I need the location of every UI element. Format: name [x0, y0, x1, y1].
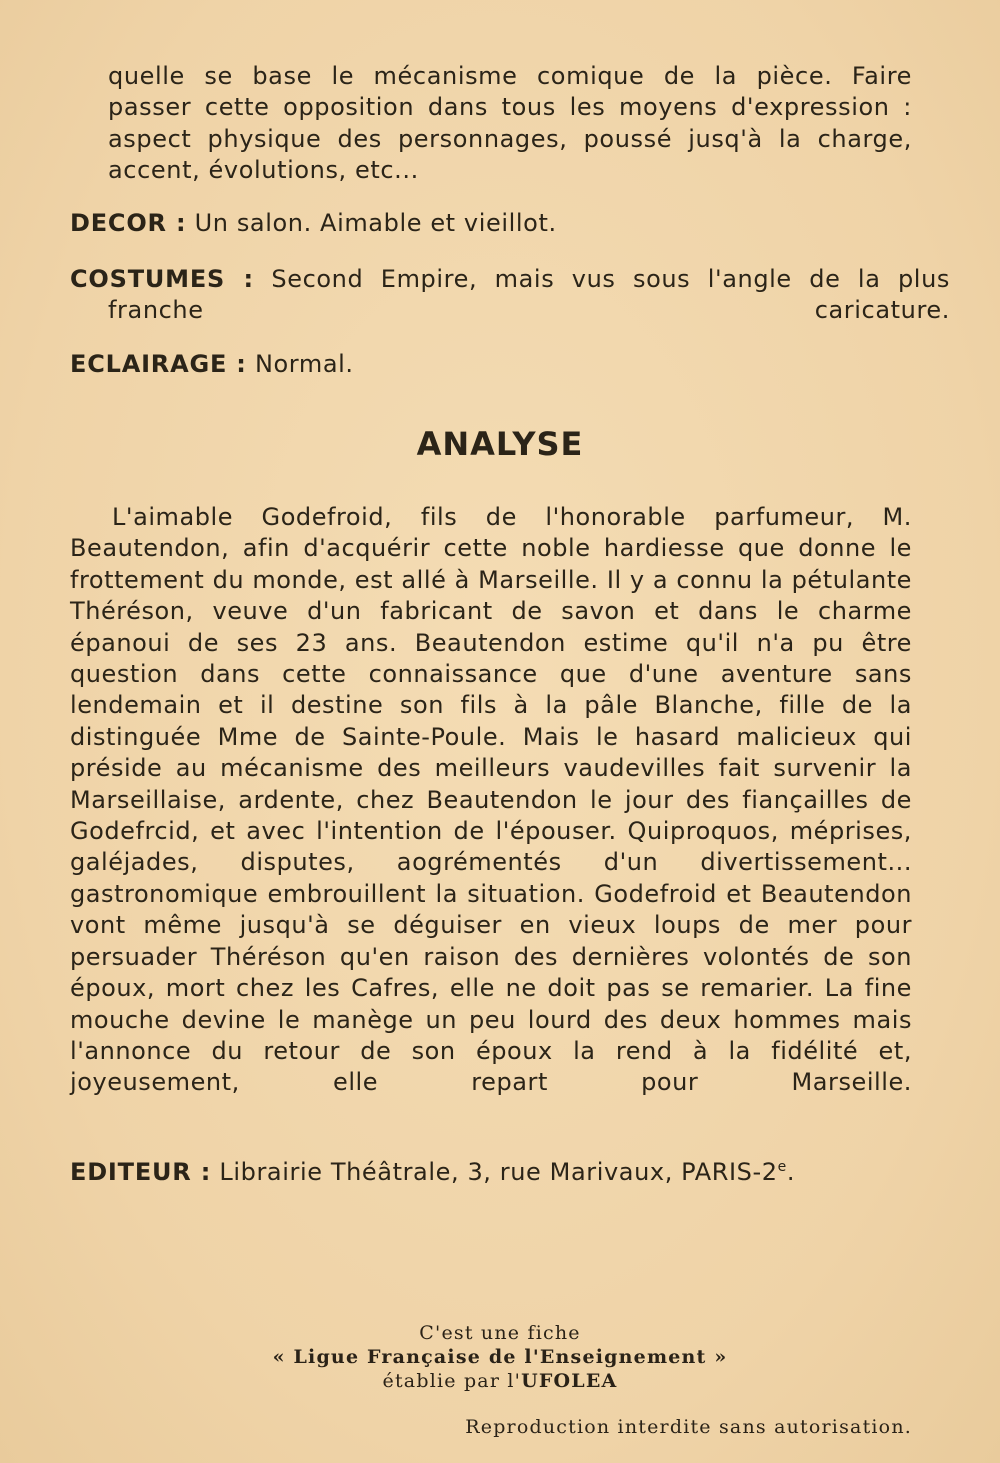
intro-paragraph — [108, 61, 912, 186]
intro-line: passer cette opposition dans tous les moyens d'expression : — [108, 93, 912, 122]
costumes-section — [70, 264, 950, 327]
editeur-end: . — [786, 1158, 796, 1186]
reproduction-notice: Reproduction interdite sans autorisation. — [465, 1416, 912, 1438]
eclairage-label: ECLAIRAGE : — [70, 350, 247, 378]
decor-label: DECOR : — [70, 209, 187, 237]
costumes-text: Second Empire, mais vus sous l'angle de la plus franche caricature. — [108, 265, 950, 325]
costumes-label: COSTUMES : — [70, 265, 254, 293]
footer-block — [0, 1321, 1000, 1393]
editeur-superscript: e — [777, 1159, 787, 1175]
eclairage-section — [70, 349, 912, 380]
editeur-section — [70, 1152, 912, 1188]
footer-line-3 — [0, 1369, 1000, 1393]
footer-line-3-text: établie par l' — [382, 1370, 522, 1392]
decor-section — [70, 208, 912, 239]
analyse-text: L'aimable Godefroid, fils de l'honorable parfumeur, M. Beautendon, afin d'acquérir cette noble hardiesse que donne le frottement du monde, est allé à Marseille. Il y a connu la pétulante Théréson, veuve d'un fabricant de savon et dans le charme épanoui de ses 23 ans. Beautendon estime qu'il n'a pu être question dans cette connaissance que d'une aventure sans lendemain et il destine son fils à la pâle Blanche, fille de la distinguée Mme de Sainte-Poule. Mais le hasard malicieux qui préside au mécanisme des meilleurs vaudevilles fait survenir la Marseillaise, ardente, chez Beautendon le jour des fiançailles de Godefrcid, et avec l'intention de l'épouser. Quiproquos, méprises, galéjades, disputes, aogrémentés d'un divertissement... gastronomique embrouillent la situation. Godefroid et Beautendon vont même jusqu'à se déguiser en vieux loups de mer pour persuader Théréson qu'en raison des dernières volontés de son époux, mort chez les Cafres, elle ne doit pas se remarier. La fine mouche devine le manège un peu lourd des deux hommes mais l'annonce du retour de son époux la rend à la fidélité et, joyeusement, elle repart pour Marseille. — [70, 503, 912, 1097]
analyse-heading: ANALYSE — [416, 425, 584, 463]
editeur-text: Librairie Théâtrale, 3, rue Marivaux, PARIS-2 — [219, 1158, 778, 1186]
footer-ufolea: UFOLEA — [521, 1370, 618, 1392]
intro-line: accent, évolutions, etc... — [108, 155, 419, 184]
footer-line-2: « Ligue Française de l'Enseignement » — [272, 1346, 728, 1368]
decor-text: Un salon. Aimable et vieillot. — [194, 209, 557, 237]
eclairage-text: Normal. — [254, 350, 354, 378]
footer-line-1: C'est une fiche — [419, 1322, 581, 1344]
intro-line: aspect physique des personnages, poussé jusq'à la charge, — [108, 124, 912, 153]
intro-line: quelle se base le mécanisme comique de la pièce. Faire — [108, 62, 912, 90]
analyse-paragraph — [70, 502, 912, 1099]
editeur-label: EDITEUR : — [70, 1158, 212, 1186]
